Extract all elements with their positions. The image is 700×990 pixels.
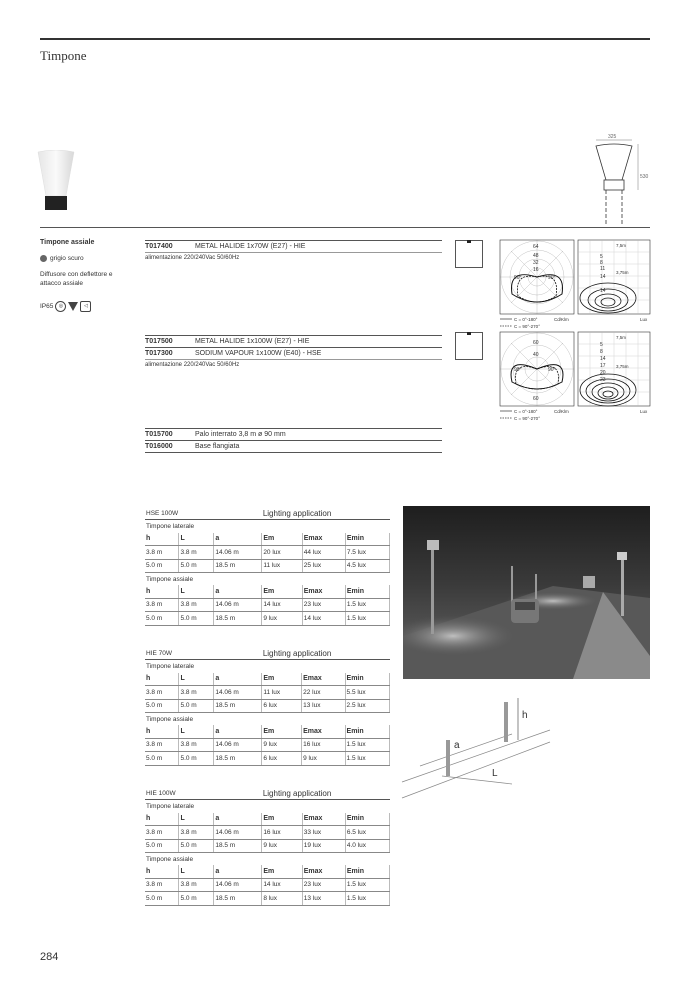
table-cell: 14.06 m	[214, 546, 262, 559]
sidebar-title: Timpone assiale	[40, 239, 95, 246]
table-cell: 5.0 m	[145, 892, 179, 905]
table-cell: 14.06 m	[214, 826, 262, 839]
color-swatch	[40, 255, 47, 262]
dimension-drawing	[590, 132, 652, 226]
column-header: h	[145, 813, 179, 826]
cd-value: 32	[533, 260, 539, 266]
table-cell: 3.8 m	[179, 598, 214, 611]
table-cell: 5.0 m	[145, 699, 179, 712]
photometry-panel-2	[498, 330, 658, 422]
group-row	[145, 712, 390, 725]
lamp-type-icon	[455, 240, 483, 268]
column-header: Emin	[345, 673, 389, 686]
table-cell: 5.0 m	[145, 752, 179, 765]
column-header: a	[214, 865, 262, 878]
product-desc: Base flangiata	[195, 443, 240, 450]
table-cell: 1.5 lux	[345, 878, 389, 891]
group-name: Timpone laterale	[146, 523, 195, 531]
ce-icon: ◁	[80, 301, 91, 312]
angle-label: 90°	[548, 275, 556, 281]
table-cell: 6 lux	[262, 699, 302, 712]
unit-lux: Lux	[640, 409, 648, 414]
product-block-2	[145, 335, 442, 368]
legend-c90: C = 90°-270°	[514, 416, 540, 421]
distance-label: 7,5m	[616, 243, 627, 248]
table-header-row	[145, 787, 390, 800]
table-cell: 9 lux	[262, 612, 302, 625]
color-option	[40, 255, 84, 262]
column-header: Emin	[345, 533, 389, 546]
table-cell: 16 lux	[302, 738, 345, 751]
cd-value: 48	[533, 253, 539, 259]
table-cell: 22 lux	[302, 686, 345, 699]
product-row	[145, 440, 442, 453]
column-header-row	[145, 865, 390, 878]
table-cell: 9 lux	[262, 839, 302, 852]
table-cell: 23 lux	[302, 878, 345, 891]
table-cell: 5.0 m	[179, 612, 214, 625]
sidebar-description: Diffusore con deflettore e attacco assiale	[40, 271, 113, 287]
group-row	[145, 572, 390, 585]
table-cell: 14 lux	[262, 598, 302, 611]
distance-label: 3,75m	[616, 270, 629, 275]
column-header: h	[145, 585, 179, 598]
table-heading: Lighting application	[262, 507, 390, 520]
column-header: a	[214, 585, 262, 598]
legend-c90: C = 90°-270°	[514, 324, 540, 329]
angle-label: 90°	[514, 275, 522, 281]
table-cell: 1.5 lux	[345, 598, 389, 611]
top-rule	[40, 38, 650, 40]
lux-value: 5	[600, 342, 603, 348]
table-cell: 14 lux	[262, 878, 302, 891]
lamp-type: HIE 70W	[145, 647, 262, 660]
column-header: Emax	[302, 585, 345, 598]
table-cell: 3.8 m	[145, 546, 179, 559]
accessory-block	[145, 428, 442, 453]
product-block-1	[145, 240, 442, 261]
group-row	[145, 660, 390, 673]
table-row	[145, 559, 390, 572]
column-header: L	[179, 533, 214, 546]
table-cell: 14.06 m	[214, 878, 262, 891]
geometry-diagram	[400, 690, 552, 802]
column-header: Emin	[345, 585, 389, 598]
table-cell: 44 lux	[302, 546, 345, 559]
column-header: Emax	[302, 725, 345, 738]
table-row	[145, 892, 390, 905]
column-header: h	[145, 865, 179, 878]
lighting-table	[145, 787, 390, 906]
lux-value: 14	[600, 356, 606, 362]
column-header: Em	[262, 813, 302, 826]
column-header: a	[214, 813, 262, 826]
table-cell: 3.8 m	[179, 878, 214, 891]
table-cell: 11 lux	[262, 559, 302, 572]
lux-value: 5	[600, 254, 603, 260]
product-row	[145, 240, 442, 252]
table-cell: 3.8 m	[179, 546, 214, 559]
table-cell: 8 lux	[262, 892, 302, 905]
group-row	[145, 852, 390, 865]
lamp-photo	[36, 150, 76, 214]
column-header: L	[179, 673, 214, 686]
column-header: h	[145, 533, 179, 546]
column-header: L	[179, 585, 214, 598]
column-header-row	[145, 725, 390, 738]
diagram-label-a: a	[454, 740, 460, 751]
column-header: Em	[262, 673, 302, 686]
page-number: 284	[40, 951, 59, 963]
table-cell: 18.5 m	[214, 839, 262, 852]
column-header: Em	[262, 725, 302, 738]
table-cell: 5.0 m	[179, 839, 214, 852]
table-cell: 3.8 m	[145, 738, 179, 751]
table-row	[145, 826, 390, 839]
street-photo	[403, 506, 650, 679]
lux-value: 20	[600, 370, 606, 376]
lux-value: 11	[600, 266, 606, 272]
table-header-row	[145, 507, 390, 520]
section-rule	[40, 227, 650, 228]
table-cell: 5.0 m	[145, 612, 179, 625]
lux-value: 8	[600, 349, 603, 355]
table-row	[145, 752, 390, 765]
group-name: Timpone assiale	[146, 575, 194, 583]
table-cell: 3.8 m	[179, 686, 214, 699]
street-scene	[403, 506, 650, 679]
lux-value: 8	[600, 260, 603, 266]
distance-label: 7,5m	[616, 335, 627, 340]
column-header: h	[145, 725, 179, 738]
photometry-panel-1	[498, 238, 658, 330]
table-row	[145, 738, 390, 751]
table-cell: 1.5 lux	[345, 738, 389, 751]
product-code: T015700	[145, 431, 173, 438]
lighting-table	[145, 647, 390, 766]
f-mark-icon	[68, 302, 78, 311]
table-row	[145, 546, 390, 559]
cd-value: 64	[533, 244, 539, 250]
table-cell: 18.5 m	[214, 559, 262, 572]
group-name: Timpone laterale	[146, 803, 195, 811]
table-cell: 19 lux	[302, 839, 345, 852]
ip-rating: IP65	[40, 303, 54, 310]
product-code: T017300	[145, 350, 173, 357]
lamp-type-icon	[455, 332, 483, 360]
product-row	[145, 335, 442, 347]
table-cell: 5.0 m	[179, 752, 214, 765]
column-header-row	[145, 585, 390, 598]
lux-value: 14	[600, 274, 606, 280]
dim-width: 325	[608, 134, 617, 140]
column-header: a	[214, 725, 262, 738]
table-cell: 6 lux	[262, 752, 302, 765]
table-cell: 14.06 m	[214, 686, 262, 699]
table-heading: Lighting application	[262, 647, 390, 660]
table-cell: 25 lux	[302, 559, 345, 572]
lux-value: 14	[600, 288, 606, 294]
lux-value: 17	[600, 363, 606, 369]
angle-label: 90°	[548, 367, 556, 373]
dim-height: 530	[640, 174, 649, 180]
column-header: Emin	[345, 813, 389, 826]
product-supply: alimentazione 220/240Vac 50/60Hz	[145, 252, 442, 261]
column-header-row	[145, 533, 390, 546]
table-cell: 3.8 m	[145, 826, 179, 839]
table-row	[145, 699, 390, 712]
product-row	[145, 347, 442, 359]
cd-value: 60	[533, 340, 539, 346]
cd-value: 60	[533, 396, 539, 402]
group-row	[145, 520, 390, 533]
table-cell: 6.5 lux	[345, 826, 389, 839]
table-cell: 18.5 m	[214, 612, 262, 625]
cd-value: 16	[533, 267, 539, 273]
table-cell: 4.0 lux	[345, 839, 389, 852]
table-cell: 14.06 m	[214, 598, 262, 611]
table-cell: 18.5 m	[214, 892, 262, 905]
legend-c0: C = 0°-180°	[514, 409, 538, 414]
column-header: h	[145, 673, 179, 686]
table-cell: 18.5 m	[214, 699, 262, 712]
column-header: Emax	[302, 865, 345, 878]
column-header-row	[145, 673, 390, 686]
table-row	[145, 612, 390, 625]
table-cell: 33 lux	[302, 826, 345, 839]
table-row	[145, 839, 390, 852]
column-header: L	[179, 865, 214, 878]
column-header: Emin	[345, 865, 389, 878]
product-desc: METAL HALIDE 1x70W (E27) - HIE	[195, 243, 306, 250]
product-desc: SODIUM VAPOUR 1x100W (E40) - HSE	[195, 350, 322, 357]
table-cell: 5.0 m	[145, 559, 179, 572]
table-cell: 3.8 m	[179, 738, 214, 751]
column-header: Em	[262, 533, 302, 546]
product-code: T017500	[145, 338, 173, 345]
table-cell: 2.5 lux	[345, 699, 389, 712]
table-cell: 14 lux	[302, 612, 345, 625]
column-header: Emin	[345, 725, 389, 738]
angle-label: 90°	[514, 367, 522, 373]
group-name: Timpone assiale	[146, 855, 194, 863]
table-cell: 9 lux	[302, 752, 345, 765]
column-header: L	[179, 813, 214, 826]
table-cell: 4.5 lux	[345, 559, 389, 572]
table-cell: 3.8 m	[145, 878, 179, 891]
page-title: Timpone	[40, 48, 87, 63]
column-header-row	[145, 813, 390, 826]
table-cell: 14.06 m	[214, 738, 262, 751]
lamp-type: HIE 100W	[145, 787, 262, 800]
column-header: Emax	[302, 533, 345, 546]
table-cell: 5.5 lux	[345, 686, 389, 699]
table-cell: 11 lux	[262, 686, 302, 699]
class-ii-icon: ◎	[55, 301, 66, 312]
product-code: T017400	[145, 243, 173, 250]
table-cell: 18.5 m	[214, 752, 262, 765]
lighting-table	[145, 507, 390, 626]
certification-icons	[40, 301, 91, 312]
table-row	[145, 598, 390, 611]
table-row	[145, 878, 390, 891]
table-cell: 3.8 m	[145, 598, 179, 611]
column-header: Emax	[302, 673, 345, 686]
column-header: Em	[262, 865, 302, 878]
table-cell: 5.0 m	[145, 839, 179, 852]
table-header-row	[145, 647, 390, 660]
table-row	[145, 686, 390, 699]
legend-c0: C = 0°-180°	[514, 317, 538, 322]
table-cell: 3.8 m	[145, 686, 179, 699]
distance-label: 3,75m	[616, 364, 629, 369]
table-cell: 5.0 m	[179, 892, 214, 905]
table-cell: 7.5 lux	[345, 546, 389, 559]
column-header: L	[179, 725, 214, 738]
table-cell: 23 lux	[302, 598, 345, 611]
product-desc: Palo interrato 3,8 m ø 90 mm	[195, 431, 286, 438]
column-header: Em	[262, 585, 302, 598]
group-name: Timpone assiale	[146, 715, 194, 723]
table-cell: 1.5 lux	[345, 892, 389, 905]
table-cell: 3.8 m	[179, 826, 214, 839]
lux-value: 23	[600, 377, 606, 383]
table-cell: 20 lux	[262, 546, 302, 559]
table-cell: 5.0 m	[179, 559, 214, 572]
product-supply: alimentazione 220/240Vac 50/60Hz	[145, 359, 442, 368]
column-header: Emax	[302, 813, 345, 826]
table-cell: 1.5 lux	[345, 612, 389, 625]
table-cell: 13 lux	[302, 699, 345, 712]
column-header: a	[214, 673, 262, 686]
unit-cd: Cd/Klm	[554, 317, 569, 322]
product-desc: METAL HALIDE 1x100W (E27) - HIE	[195, 338, 310, 345]
group-row	[145, 800, 390, 813]
unit-cd: Cd/Klm	[554, 409, 569, 414]
table-heading: Lighting application	[262, 787, 390, 800]
diagram-label-L: L	[492, 768, 498, 779]
product-code: T016000	[145, 443, 173, 450]
color-label: grigio scuro	[50, 255, 84, 262]
lamp-type: HSE 100W	[145, 507, 262, 520]
cd-value: 40	[533, 352, 539, 358]
table-cell: 1.5 lux	[345, 752, 389, 765]
table-cell: 13 lux	[302, 892, 345, 905]
diagram-label-h: h	[522, 710, 528, 721]
column-header: a	[214, 533, 262, 546]
product-row	[145, 428, 442, 440]
table-cell: 9 lux	[262, 738, 302, 751]
unit-lux: Lux	[640, 317, 648, 322]
group-name: Timpone laterale	[146, 663, 195, 671]
table-cell: 5.0 m	[179, 699, 214, 712]
table-cell: 16 lux	[262, 826, 302, 839]
